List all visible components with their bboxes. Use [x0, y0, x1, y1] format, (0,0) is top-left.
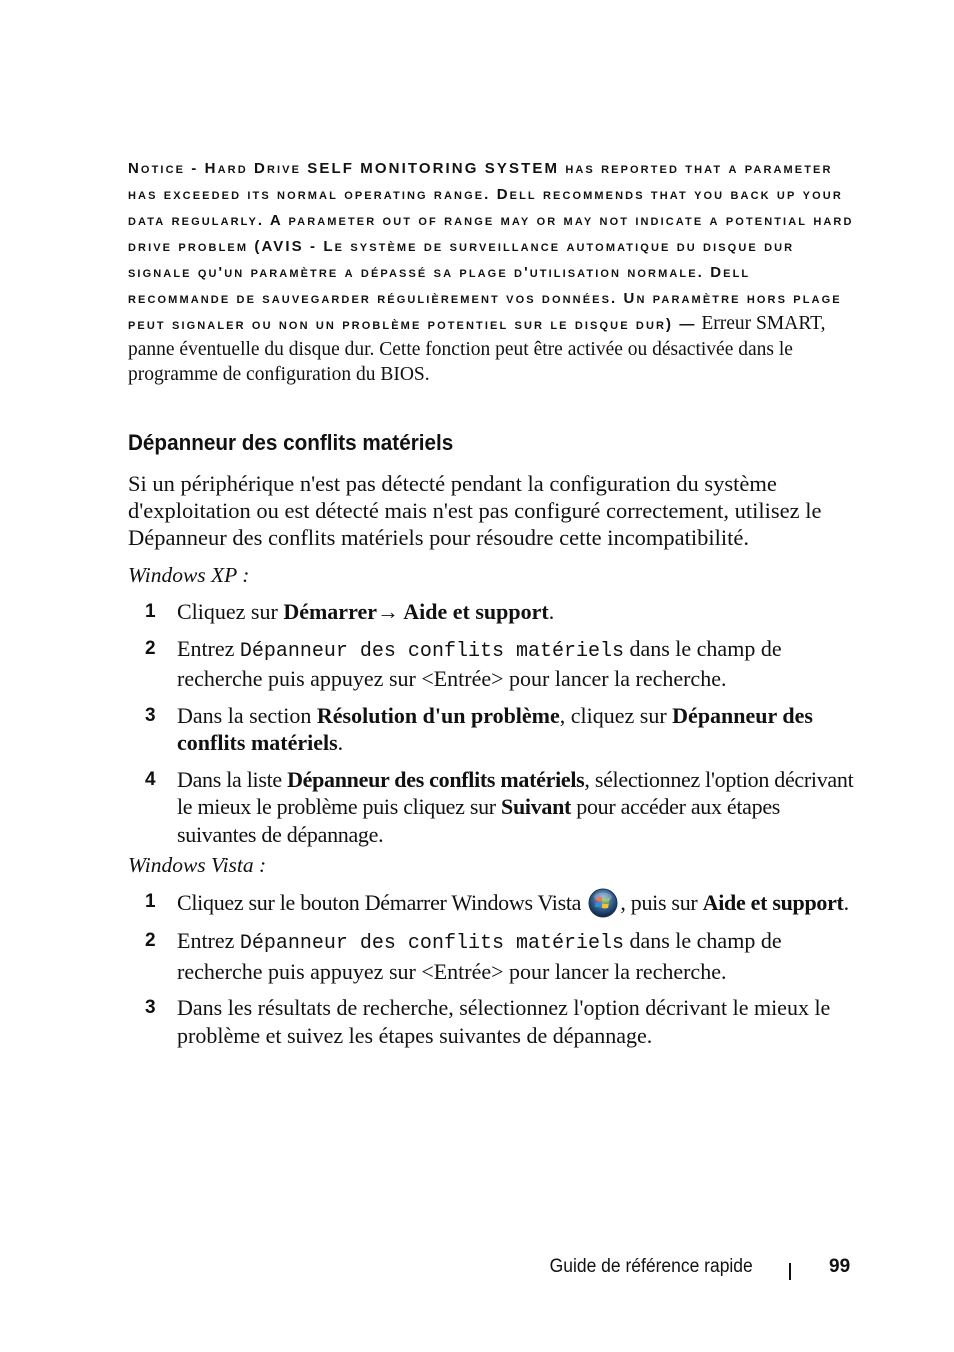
notice-paragraph — [128, 155, 856, 387]
section-intro: Si un périphérique n'est pas détecté pendant la configuration du système d'exploitation ou est détecté mais n'est pas configuré correctement, utilisez le Dépanneur des conflits matériels pour résoudre cette incompatibilité. — [128, 471, 822, 550]
footer-separator — [789, 1263, 791, 1280]
windows-xp-label: Windows XP : — [128, 563, 250, 587]
windows-vista-label: Windows Vista : — [128, 853, 267, 877]
bold-term: Dépanneur des conflits matériels — [177, 702, 813, 755]
vista-step-1: 1 Cliquez sur le bouton Démarrer Windows Vista , puis sur Aide et support. — [0, 888, 857, 918]
xp-step-2: 2 Entrez Dépanneur des conflits matériels dans le champ de recherche puis appuyez sur <Entrée> pour lancer la recherche. — [145, 635, 782, 691]
bold-term: Démarrer→ Aide et support — [283, 599, 549, 624]
bold-term: Résolution d'un problème — [316, 702, 560, 728]
xp-steps-list — [0, 598, 954, 857]
footer-guide-title: Guide de référence rapide — [549, 1256, 753, 1277]
code-term: Dépanneur des conflits matériels — [239, 639, 624, 663]
code-term: Dépanneur des conflits matériels — [239, 932, 624, 955]
page-number: 99 — [829, 1256, 851, 1277]
bold-term: Suivant — [501, 794, 572, 819]
step-number: 3 — [145, 997, 156, 1018]
xp-step-1: 1 Cliquez sur Démarrer→ Aide et support. — [145, 599, 555, 624]
xp-step-3: 3 Dans la section Résolution d'un problème, cliquez sur Dépanneur des conflits matériels. — [145, 702, 813, 755]
bold-term: Aide et support — [702, 890, 844, 915]
step-number: 2 — [145, 637, 156, 659]
xp-step-4: 4 Dans la liste Dépanneur des conflits matériels, sélectionnez l'option décrivant le mieux le problème puis cliquez sur Suivant pour accéder aux étapes suivantes de dépannage. — [145, 766, 854, 847]
bold-term: Dépanneur des conflits matériels — [287, 766, 585, 792]
page-footer — [0, 1256, 954, 1284]
vista-steps-list — [0, 888, 954, 1058]
step-number: 1 — [145, 891, 156, 912]
step-number: 3 — [145, 704, 156, 726]
step-number: 4 — [145, 768, 156, 790]
vista-step-2: 2 Entrez Dépanneur des conflits matériels dans le champ de recherche puis appuyez sur <Entrée> pour lancer la recherche. — [145, 928, 782, 984]
step-number: 2 — [145, 930, 156, 951]
section-heading: Dépanneur des conflits matériels — [128, 430, 454, 455]
vista-step-3: 3 Dans les résultats de recherche, sélectionnez l'option décrivant le mieux le problème et suivez les étapes suivantes de dépannage. — [145, 995, 831, 1048]
windows-vista-start-icon — [588, 888, 618, 918]
notice-label: Notice - Hard Drive SELF MONITORING SYSTEM has reported that a parameter has exceeded its normal operating range. Dell recommends that you back up your data regularly. A parameter out of range may or may not indicate a potential hard drive problem (AVIS - Le système de surveillance automatique du disque dur signale qu'un paramètre a dépassé sa plage d'utilisation normale. Dell recommande de sauvegarder régulièrement vos données. Un paramètre hors plage peut signaler ou non un problème potentiel sur le disque dur) — — [128, 160, 854, 333]
notice-text: Erreur SMART, panne éventuelle du disque dur. Cette fonction peut être activée ou désactivée dans le programme de configuration du BIOS. — [128, 313, 826, 385]
step-number: 1 — [145, 601, 156, 622]
